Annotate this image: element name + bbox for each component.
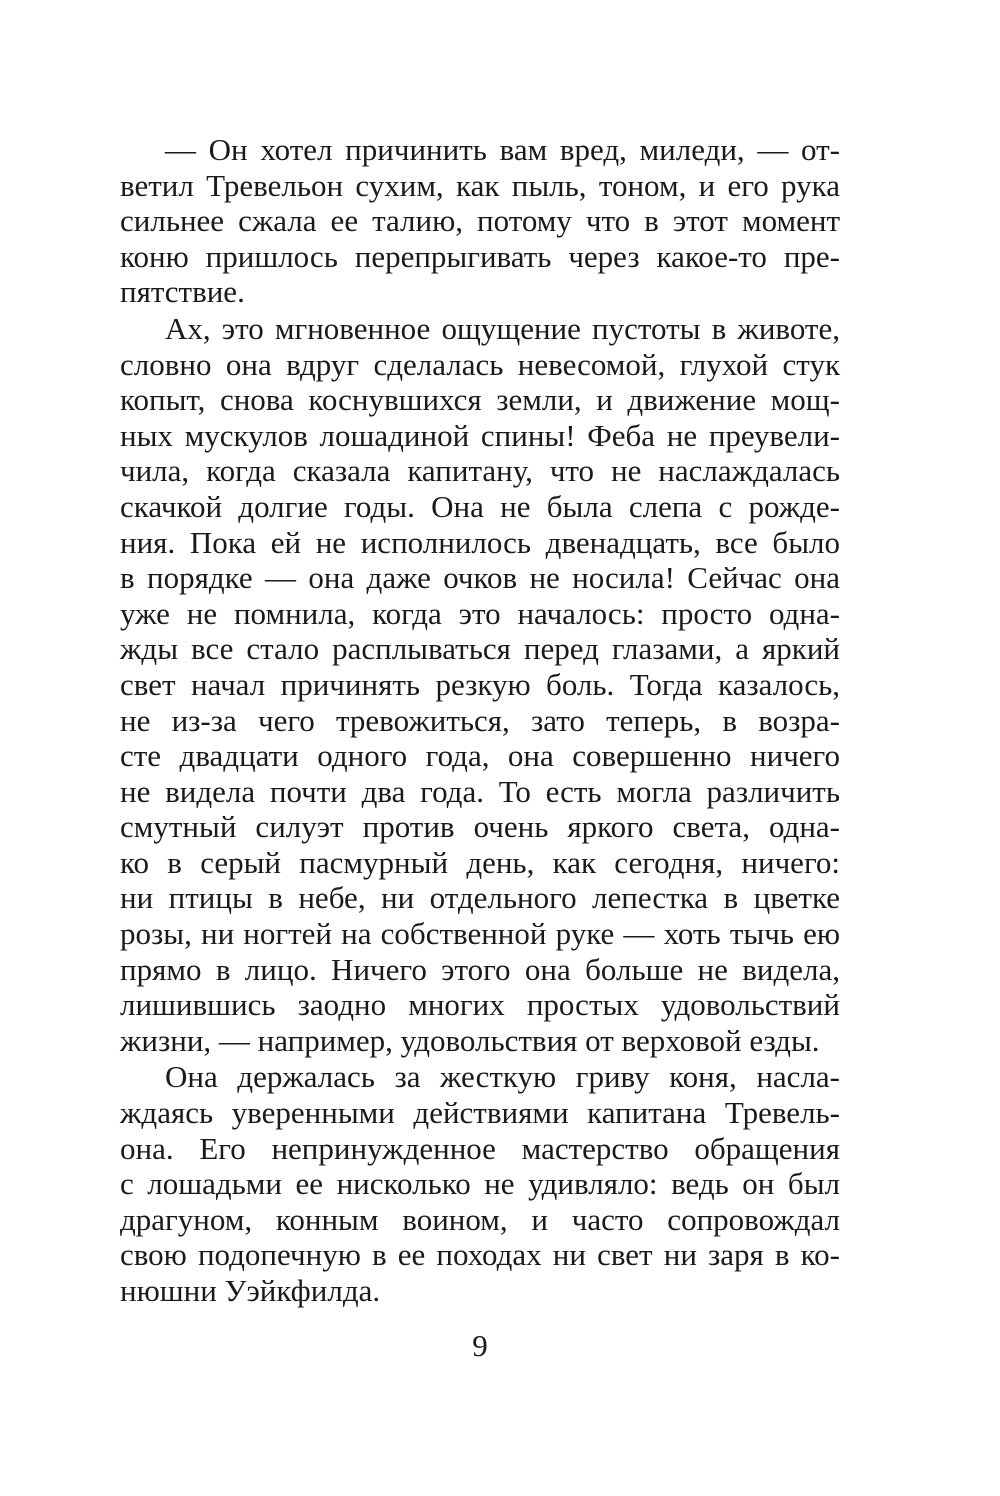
text-line: не из-за чего тревожиться, зато теперь, в возра- [120,702,840,738]
text-line: ветил Тревельон сухим, как пыль, тоном, и его рука [120,167,840,203]
text-line: не видела почти два года. То есть могла различить [120,773,840,809]
text-line: она. Его непринужденное мастерство обращения [120,1130,840,1166]
text-line: драгуном, конным воином, и часто сопровождал [120,1201,840,1237]
text-line: с лошадьми ее нисколько не удивляло: ведь он был [120,1166,840,1202]
text-line: уже не помнила, когда это началось: просто одна- [120,595,840,631]
text-line: прямо в лицо. Ничего этого она больше не видела, [120,951,840,987]
text-line: — Он хотел причинить вам вред, миледи, — от- [165,132,840,167]
text-line: в порядке — она даже очков не носила! Сейчас она [120,560,840,596]
page-text [120,132,840,1310]
text-line: словно она вдруг сделалась невесомой, глухой стук [120,346,840,382]
text-line: смутный силуэт против очень яркого света, одна- [120,809,840,845]
text-line: свою подопечную в ее походах ни свет ни заря в ко- [120,1237,840,1273]
text-line: нюшни Уэйкфилда. [120,1273,381,1308]
text-line: чила, когда сказала капитану, что не наслаждалась [120,453,840,489]
text-line: Ах, это мгновенное ощущение пустоты в животе, [165,310,840,346]
text-line: ния. Пока ей не исполнилось двенадцать, все было [120,524,840,560]
text-line: жизни, — например, удовольствия от верховой езды. [120,1022,820,1058]
text-line: пятствие. [120,274,245,310]
paragraph-2 [120,311,840,1058]
text-line: ко в серый пасмурный день, как сегодня, ничего: [120,844,840,880]
text-line: копыт, снова коснувшихся земли, и движение мощ- [120,382,840,418]
text-line: сте двадцати одного года, она совершенно ничего [120,738,840,774]
text-line: ни птицы в небе, ни отдельного лепестка в цветке [120,880,840,916]
text-line: розы, ни ногтей на собственной руке — хоть тычь ею [120,916,840,952]
text-line: свет начал причинять резкую боль. Тогда казалось, [120,666,840,702]
paragraph-1 [120,132,840,310]
text-line: коню пришлось перепрыгивать через какое-то пре- [120,238,840,274]
page-number: 9 [472,1328,488,1363]
text-line: скачкой долгие годы. Она не была слепа с рожде- [120,488,840,524]
text-line: Она держалась за жесткую гриву коня, насла- [165,1059,840,1095]
text-line: сильнее сжала ее талию, потому что в этот момент [120,203,840,239]
text-line: лишившись заодно многих простых удовольствий [120,987,840,1023]
text-line: жды все стало расплываться перед глазами, а яркий [120,631,840,667]
text-line: ждаясь уверенными действиями капитана Тревель- [120,1095,840,1131]
text-line: ных мускулов лошадиной спины! Феба не преувели- [120,417,840,453]
paragraph-3 [120,1059,840,1308]
